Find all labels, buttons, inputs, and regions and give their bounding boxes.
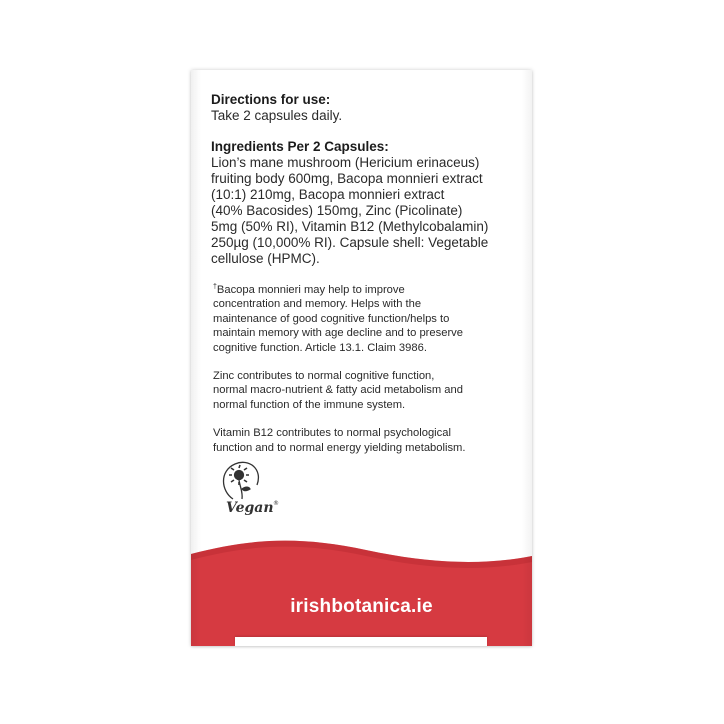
- claim-line: normal macro-nutrient & fatty acid metabolism and: [213, 384, 463, 397]
- claim-line: †Bacopa monnieri may help to improve: [213, 283, 405, 296]
- claim-line: concentration and memory. Helps with the: [213, 298, 422, 311]
- vegan-sunflower-icon: [224, 462, 259, 499]
- claim-line: maintain memory with age decline and to preserve: [213, 327, 463, 340]
- ingredients-heading: Ingredients Per 2 Capsules:: [211, 139, 389, 154]
- claim-line: maintenance of good cognitive function/helps to: [213, 312, 450, 325]
- ingredients-line: fruiting body 600mg, Bacopa monnieri extract: [211, 171, 483, 186]
- directions-heading: Directions for use:: [211, 92, 331, 107]
- vegan-logo: [213, 459, 283, 519]
- claim-line: function and to normal energy yielding metabolism.: [213, 441, 466, 454]
- vegan-logo-text: Vegan: [226, 500, 274, 516]
- ingredients-line: (40% Bacosides) 150mg, Zinc (Picolinate): [211, 203, 463, 218]
- red-footer-band: [191, 540, 532, 646]
- claim-line: normal function of the immune system.: [213, 398, 406, 411]
- ingredients-line: (10:1) 210mg, Bacopa monnieri extract: [211, 187, 445, 202]
- product-box-back-panel: [191, 70, 532, 646]
- ingredients-line: 250µg (10,000% RI). Capsule shell: Vegetable: [211, 235, 489, 250]
- ingredients-line: Lion’s mane mushroom (Hericium erinaceus): [211, 155, 480, 170]
- health-claims: [211, 283, 518, 455]
- claim-line: Vitamin B12 contributes to normal psychological: [213, 427, 451, 440]
- ingredients-line: cellulose (HPMC).: [211, 251, 320, 266]
- claim-line: Zinc contributes to normal cognitive function,: [213, 370, 435, 383]
- bacopa-claim: [213, 283, 518, 355]
- ingredients-line: 5mg (50% RI), Vitamin B12 (Methylcobalamin): [211, 219, 489, 234]
- vegan-logo-registered: ®: [273, 500, 279, 507]
- directions-text: Take 2 capsules daily.: [211, 108, 343, 123]
- claim-line: cognitive function. Article 13.1. Claim 3986.: [213, 341, 427, 354]
- b12-claim: [213, 426, 518, 455]
- ingredients-list: [211, 155, 511, 267]
- box-bottom-flap: [235, 637, 487, 646]
- website-url: irishbotanica.ie: [290, 596, 433, 617]
- label-text-panel: [211, 92, 521, 469]
- zinc-claim: [213, 369, 518, 412]
- dagger-mark: †: [213, 283, 217, 291]
